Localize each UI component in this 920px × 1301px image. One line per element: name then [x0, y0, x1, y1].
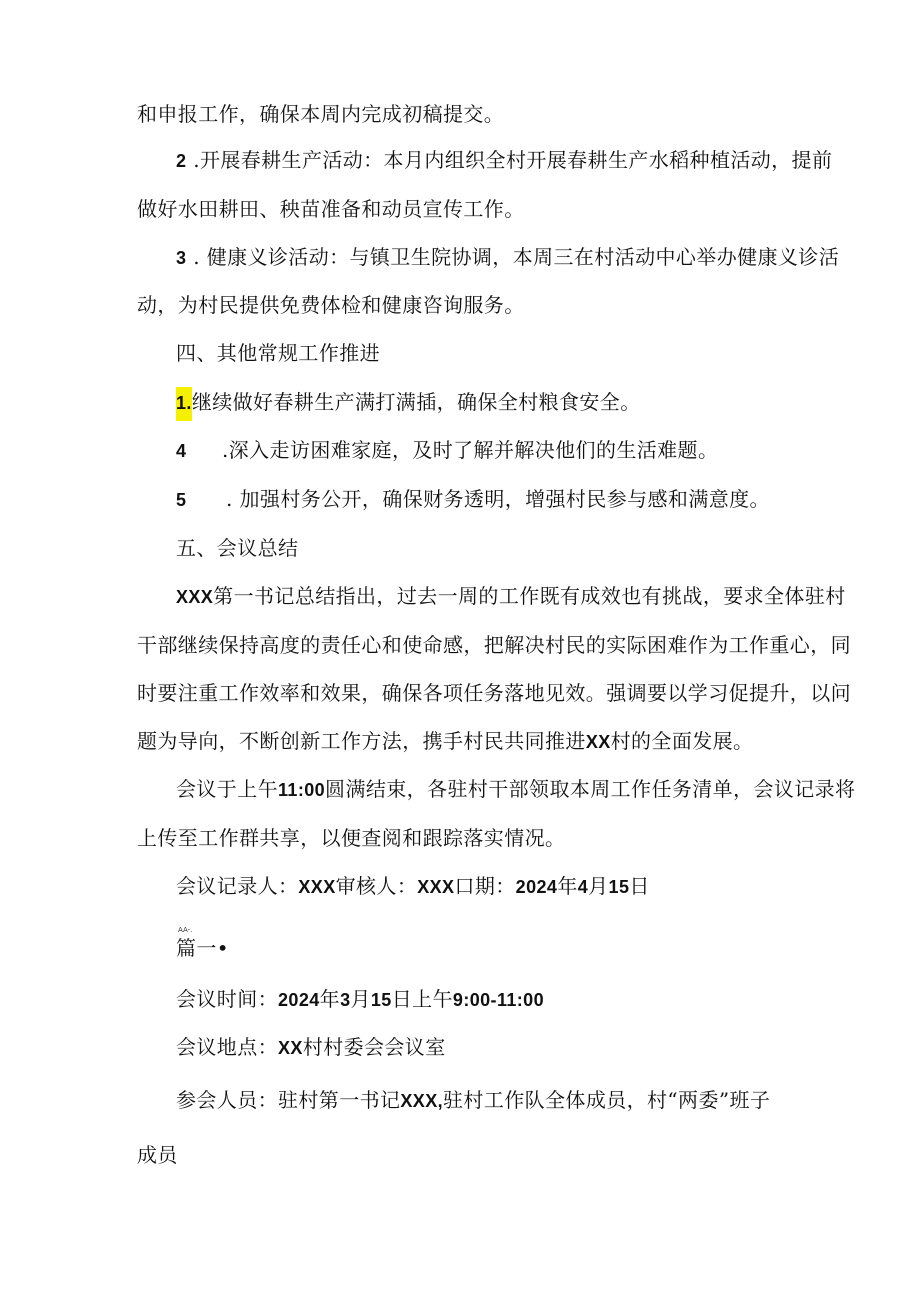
attendees-text: 成员 [137, 1143, 178, 1167]
date-unit: 月 [350, 987, 371, 1011]
item-text: . 加强村务公开，确保财务透明，增强村民参与感和满意度。 [226, 487, 770, 511]
item-text: . 健康义诊活动：与镇卫生院协调，本周三在村活动中心举办健康义诊活 [193, 245, 840, 269]
item-number: 2 [176, 151, 187, 171]
summary-line-1 [176, 583, 846, 610]
tiny-mark: AA-. [178, 926, 193, 934]
end-time: 11:00 [278, 780, 326, 800]
summary-line-3 [137, 680, 851, 706]
section-4-item-1 [176, 389, 641, 416]
closing-text: 会议于上午 [176, 777, 278, 801]
closing-line-1 [176, 776, 855, 803]
item-2-line-1 [176, 147, 832, 174]
meeting-time [176, 986, 544, 1013]
item-number: 5 [176, 490, 187, 510]
reviewer-label: 审核人： [335, 874, 418, 898]
record-signoff [176, 873, 650, 900]
date-unit: 月 [588, 874, 609, 898]
meeting-place-text: 村村委会会议室 [302, 1035, 446, 1059]
section-heading: 四、其他常规工作推进 [176, 341, 380, 365]
closing-text: 圆满结束，各驻村干部领取本周工作任务清单，会议记录将 [325, 777, 856, 801]
section-4-item-5 [176, 486, 770, 513]
summary-text: 题为导向，不断创新工作方法，携手村民共同推进 [137, 729, 586, 753]
item-text: .开展春耕生产活动：本月内组织全村开展春耕生产水稻种植活动，提前 [193, 148, 833, 172]
section-4-item-4 [176, 437, 718, 464]
recorder-name: XXX [298, 877, 336, 897]
placeholder-name: XXX [176, 587, 214, 607]
chapter-title: 篇一• [176, 936, 229, 960]
placeholder-name: XXX, [400, 1091, 444, 1111]
meeting-place-label: 会议地点： [176, 1035, 278, 1059]
summary-line-2 [137, 632, 851, 658]
reviewer-name: XXX [417, 877, 455, 897]
section-heading: 五、会议总结 [176, 536, 299, 560]
section-4-heading [176, 340, 380, 366]
meeting-time-label: 会议时间： [176, 987, 278, 1011]
summary-text: 第一书记总结指出，过去一周的工作既有成效也有挑战，要求全体驻村 [213, 584, 846, 608]
item-2-line-2 [137, 196, 525, 222]
paragraph-continuation [137, 101, 504, 127]
attendees-text: 驻村工作队全体成员，村“两委”班子 [443, 1088, 771, 1112]
item-number: 3 [176, 248, 187, 268]
paragraph-text: 和申报工作，确保本周内完成初稿提交。 [137, 102, 505, 126]
item-text: .深入走访困难家庭，及时了解并解决他们的生活难题。 [222, 438, 719, 462]
date-month: 4 [577, 877, 589, 897]
date-unit: 年 [557, 874, 578, 898]
highlighted-item-number: 1. [176, 387, 192, 421]
item-3-line-1 [176, 244, 839, 271]
summary-line-4 [137, 728, 753, 755]
item-3-line-2 [137, 292, 525, 318]
meeting-time-range: 9:00-11:00 [452, 990, 544, 1010]
summary-text: 时要注重工作效率和效果，确保各项任务落地见效。强调要以学习促提升，以问 [137, 681, 851, 705]
item-number: 4 [176, 441, 187, 461]
meeting-place [176, 1034, 446, 1061]
section-5-heading [176, 535, 298, 561]
date-unit: 日 [629, 874, 650, 898]
closing-text: 上传至工作群共享，以便查阅和跟踪落实情况。 [137, 826, 566, 850]
attendees-line-1 [176, 1087, 770, 1114]
item-text: 做好水田耕田、秧苗准备和动员宣传工作。 [137, 197, 525, 221]
recorder-label: 会议记录人： [176, 874, 299, 898]
attendees-label: 参会人员：驻村第一书记 [176, 1088, 401, 1112]
placeholder-village: XX [278, 1038, 303, 1058]
closing-line-2 [137, 825, 565, 851]
date-year: 2024 [515, 877, 558, 897]
meeting-month: 3 [340, 990, 351, 1010]
summary-text: 村的全面发展。 [610, 729, 754, 753]
attendees-line-2 [137, 1142, 178, 1168]
meeting-year: 2024 [278, 990, 320, 1010]
chapter-heading [176, 935, 229, 961]
summary-text: 干部继续保持高度的责任心和使命感，把解决村民的实际困难作为工作重心，同 [137, 633, 851, 657]
date-unit: 日上午 [391, 987, 453, 1011]
item-text: 继续做好春耕生产满打满插，确保全村粮食安全。 [191, 390, 641, 414]
date-label: 口期： [454, 874, 516, 898]
item-text: 动，为村民提供免费体检和健康咨询服务。 [137, 293, 525, 317]
date-day: 15 [608, 877, 630, 897]
placeholder-village: XX [585, 732, 611, 752]
date-unit: 年 [319, 987, 341, 1011]
meeting-day: 15 [370, 990, 392, 1010]
